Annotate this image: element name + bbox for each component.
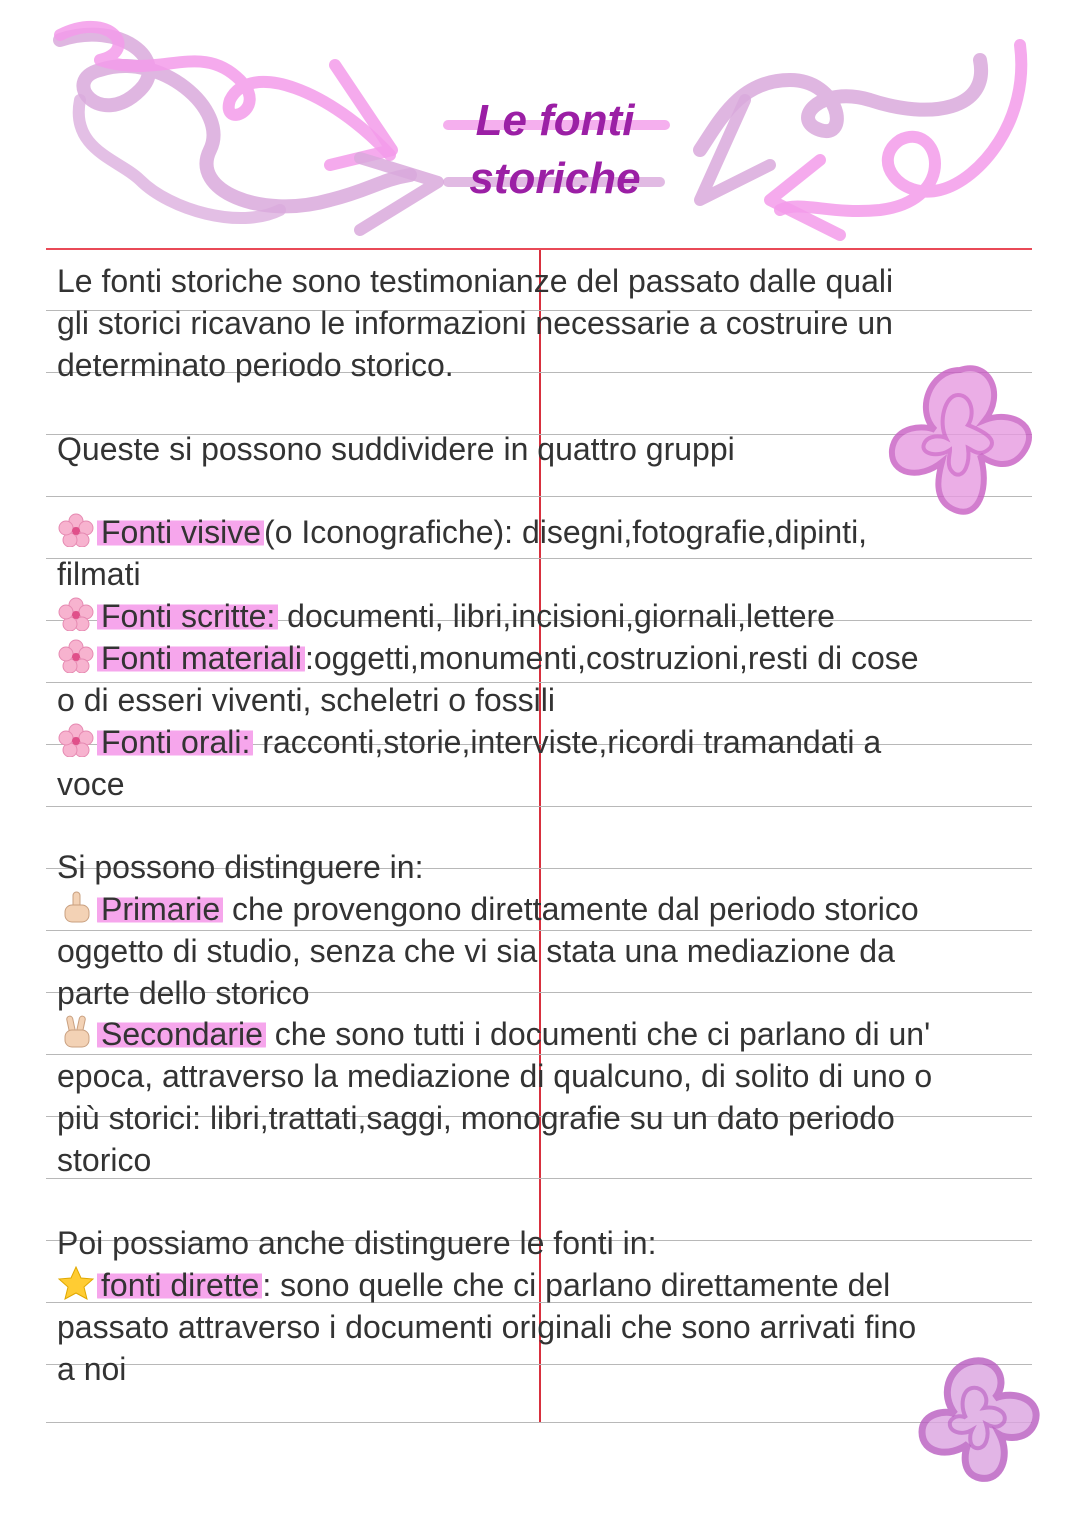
list-item-continuation: oggetto di studio, senza che vi sia stata una mediazione da [57,933,895,969]
list-item-continuation: epoca, attraverso la mediazione di qualcuno, di solito di uno o [57,1058,933,1094]
list-item-direct-sources: fonti dirette: sono quelle che ci parlano direttamente del [57,1264,890,1306]
list-item-primary: Primarie che provengono direttamente dal periodo storico [57,888,919,930]
direct-intro: Poi possiamo anche distinguere le fonti in: [57,1225,657,1261]
list-item-written-sources: Fonti scritte: documenti, libri,incisioni,giornali,lettere [57,595,835,637]
right-arrow-head [700,100,770,200]
flower-doodle-icon [910,1350,1050,1490]
list-item-continuation: storico [57,1142,152,1178]
ruled-line [46,1178,1032,1179]
victory-hand-icon [57,1015,95,1049]
highlight-label: fonti dirette [97,1267,262,1303]
highlight-label: Secondarie [97,1016,266,1052]
ruled-line [46,558,1032,559]
ruled-line [46,806,1032,807]
flower-doodle-icon [880,350,1040,530]
highlight-label: Primarie [97,891,223,927]
list-item-material-sources: Fonti materiali:oggetti,monumenti,costruzioni,resti di cose [57,637,919,679]
list-item-secondary: Secondarie che sono tutti i documenti che ci parlano di un' [57,1013,930,1055]
list-item-continuation: parte dello storico [57,975,310,1011]
highlight-label: Fonti scritte: [97,598,278,634]
highlight-label: Fonti orali: [97,724,253,760]
cherry-blossom-icon [57,513,95,547]
title-line-2: storiche [469,154,641,203]
list-item-continuation: voce [57,766,125,802]
right-arrow-head-2 [770,160,840,235]
ruled-line [46,1364,1032,1365]
list-item-continuation: più storici: libri,trattati,saggi, monografie su un dato periodo [57,1100,895,1136]
ruled-line [46,1422,1032,1423]
groups-intro: Queste si possono suddividere in quattro gruppi [57,431,735,467]
list-item-continuation: filmati [57,556,141,592]
list-item-continuation: o di esseri viventi, scheletri o fossili [57,682,555,718]
star-icon [57,1266,95,1300]
intro-line: Le fonti storiche sono testimonianze del passato dalle quali [57,263,894,299]
intro-line: gli storici ricavano le informazioni necessarie a costruire un [57,305,893,341]
intro-line: determinato periodo storico. [57,347,454,383]
list-item-oral-sources: Fonti orali: racconti,storie,interviste,ricordi tramandati a [57,721,881,763]
list-item-continuation: passato attraverso i documenti originali che sono arrivati fino [57,1309,917,1345]
distinguish-intro: Si possono distinguere in: [57,849,424,885]
highlight-label: Fonti materiali [97,640,305,676]
title-line-1: Le fonti [475,96,635,145]
left-arrow-head-2 [360,158,438,230]
index-finger-up-icon [57,890,95,924]
list-item-visual-sources: Fonti visive(o Iconografiche): disegni,fotografie,dipinti, [57,511,867,553]
cherry-blossom-icon [57,639,95,673]
list-item-continuation: a noi [57,1351,127,1387]
page-title [430,92,680,208]
cherry-blossom-icon [57,723,95,757]
cherry-blossom-icon [57,597,95,631]
left-swirl-arrow-2 [60,27,390,155]
highlight-label: Fonti visive [97,514,264,550]
